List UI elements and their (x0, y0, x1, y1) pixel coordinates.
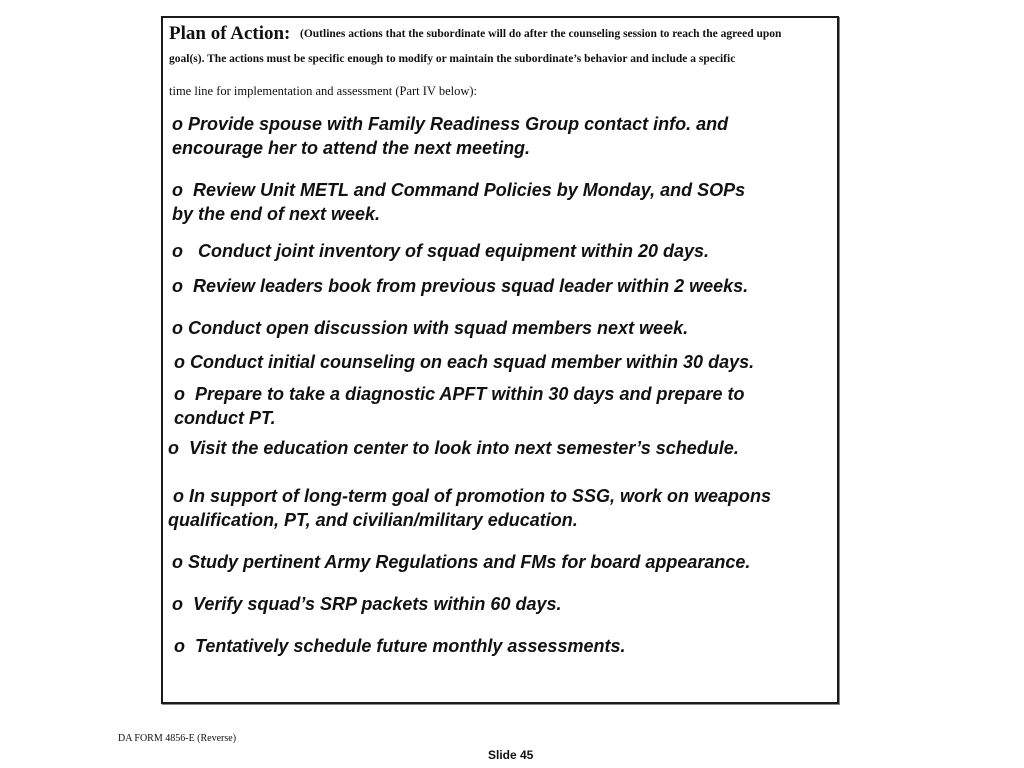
action-item-6: o Conduct initial counseling on each squad member within 30 days. (174, 352, 755, 372)
instructions-line-3: time line for implementation and assessment (Part IV below): (169, 84, 478, 98)
form-identifier: DA FORM 4856-E (Reverse) (118, 733, 237, 744)
action-item-4: o Review leaders book from previous squad leader within 2 weeks. (172, 276, 749, 296)
action-item-9-line-1: o In support of long-term goal of promotion to SSG, work on weapons (168, 486, 771, 506)
action-item-12: o Tentatively schedule future monthly assessments. (174, 636, 626, 656)
action-item-2-line-2: by the end of next week. (172, 204, 381, 224)
action-item-10: o Study pertinent Army Regulations and FMs for board appearance. (172, 552, 751, 572)
action-item-1-line-2: encourage her to attend the next meeting. (172, 138, 531, 158)
action-item-7-line-1: o Prepare to take a diagnostic APFT within 30 days and prepare to (174, 384, 745, 404)
instructions-line-2: goal(s). The actions must be specific enough to modify or maintain the subordinate’s behavior and include a specific (169, 53, 736, 65)
action-item-3: o Conduct joint inventory of squad equipment within 20 days. (172, 241, 710, 261)
slide-number: Slide 45 (488, 748, 534, 762)
instructions-line-1: (Outlines actions that the subordinate will do after the counseling session to reach the agreed upon (300, 28, 782, 40)
action-item-9-line-2: qualification, PT, and civilian/military education. (168, 510, 578, 530)
action-item-7-line-2: conduct PT. (174, 408, 276, 428)
action-item-1-line-1: o Provide spouse with Family Readiness Group contact info. and (172, 114, 729, 134)
action-item-2-line-1: o Review Unit METL and Command Policies by Monday, and SOPs (172, 180, 746, 200)
action-item-8: o Visit the education center to look into next semester’s schedule. (168, 438, 739, 458)
action-item-5: o Conduct open discussion with squad members next week. (172, 318, 689, 338)
plan-of-action-title: Plan of Action: (169, 23, 291, 44)
action-item-11: o Verify squad’s SRP packets within 60 days. (172, 594, 562, 614)
